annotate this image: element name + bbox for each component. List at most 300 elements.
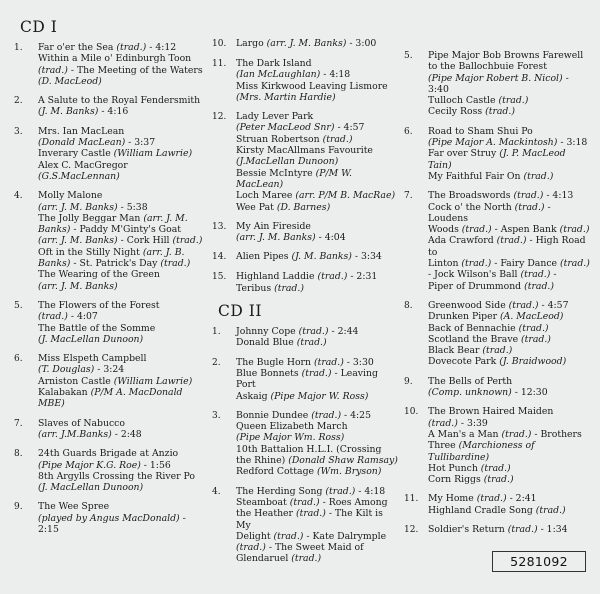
tune-text: Steamboat — [236, 496, 290, 508]
tune-text: Kirsty MacAllmans Favourite — [236, 145, 373, 157]
tune-text: - 4:13 — [543, 190, 574, 202]
track-entry — [14, 190, 204, 292]
composer-note: (trad.) — [38, 64, 68, 76]
composer-note: (trad.) — [535, 504, 566, 516]
composer-note: (trad.) — [482, 345, 513, 357]
track-line — [428, 474, 590, 485]
tune-text: Ada Crawford — [428, 235, 497, 247]
tune-text: Queen Elizabeth March — [236, 421, 348, 433]
tune-text: - 3:00 — [346, 38, 377, 49]
track-entry — [404, 50, 590, 118]
tune-text: Drunken Piper — [428, 311, 501, 323]
tune-text: The Battle of the Somme — [38, 322, 156, 334]
tune-text: Mrs. Ian MacLean — [38, 125, 125, 137]
composer-note: (trad.) — [476, 493, 507, 505]
tune-text: Cock o' the North — [428, 201, 515, 213]
composer-note: (trad.) — [461, 258, 492, 270]
composer-note: (trad.) — [507, 523, 538, 535]
tune-text: Donald Blue — [236, 337, 297, 349]
track-number: 14. — [212, 252, 227, 263]
tune-text: Slaves of Nabucco — [38, 417, 125, 429]
track-line — [428, 300, 590, 311]
tune-text: Tulloch Castle — [428, 95, 499, 107]
composer-note: (A. MacLeod) — [500, 311, 564, 323]
track-details — [38, 501, 204, 535]
track-number: 9. — [404, 376, 413, 387]
track-line — [236, 497, 398, 508]
tune-text: Far o'er the Sea — [38, 42, 117, 53]
composer-note: (trad.) — [295, 508, 326, 520]
track-entry — [404, 190, 590, 292]
composer-note: (Peter MacLeod Snr) — [236, 122, 335, 134]
track-line — [236, 145, 398, 156]
track-line — [38, 106, 204, 117]
tune-text: The Bugle Horn — [236, 356, 314, 368]
composer-note: (Pipe Major A. Mackintosh) — [428, 137, 558, 149]
tune-text: Dovecote Park — [428, 356, 500, 368]
tune-text: Teribus — [236, 282, 275, 294]
tune-text: - 4:12 — [146, 42, 177, 53]
tune-text: Redford Cottage — [236, 466, 317, 478]
tune-text: 8th Argylls Crossing the River Po — [38, 470, 195, 482]
track-number: 1. — [212, 327, 221, 338]
tracklist-column-1 — [14, 18, 204, 543]
track-line — [236, 357, 398, 368]
track-line — [38, 224, 204, 235]
composer-note: (P/M W. — [315, 167, 352, 179]
track-number: 3. — [212, 410, 221, 421]
tune-text: - 4:16 — [98, 106, 129, 118]
track-line — [38, 269, 204, 280]
tune-text: - Roes Among — [319, 496, 388, 508]
track-number: 12. — [212, 112, 227, 123]
track-line — [38, 76, 204, 87]
track-number: 5. — [404, 51, 413, 61]
tune-text: Highland Laddie — [236, 271, 318, 283]
tune-text: Road to Sham Shui Po — [428, 125, 533, 137]
track-line — [38, 247, 204, 258]
track-line — [428, 440, 590, 463]
tune-text: - 4:18 — [355, 485, 386, 497]
track-details — [236, 326, 398, 349]
track-number: 12. — [404, 524, 419, 535]
track-line — [236, 421, 398, 432]
composer-note: (T. Douglas) — [38, 364, 95, 376]
track-details — [38, 42, 204, 87]
track-line — [428, 387, 590, 398]
track-line — [38, 353, 204, 364]
track-line — [236, 326, 398, 337]
tune-text: Soldier's Return — [428, 523, 508, 535]
composer-note: (J. MacLellan Dunoon) — [38, 482, 144, 494]
track-line — [236, 283, 398, 294]
track-line — [38, 281, 204, 292]
composer-note: (trad.) — [520, 269, 551, 281]
tune-text: - 4:57 — [538, 299, 569, 311]
track-number: 9. — [14, 502, 23, 513]
tune-text: - 4:07 — [67, 311, 98, 323]
track-entry — [212, 410, 398, 478]
track-line — [428, 148, 590, 171]
track-line — [428, 524, 590, 535]
composer-note: (trad.) — [501, 428, 532, 440]
composer-note: (trad.) — [38, 311, 68, 323]
track-line — [428, 505, 590, 516]
track-line — [38, 376, 204, 387]
tune-text: Loch Maree — [236, 190, 296, 202]
composer-note: (trad.) — [313, 356, 344, 368]
composer-note: (trad.) — [116, 42, 147, 53]
tune-text: the Heather — [236, 508, 296, 520]
track-details — [428, 190, 590, 292]
track-line — [236, 156, 398, 167]
track-number: 2. — [212, 357, 221, 368]
track-line — [236, 508, 398, 531]
track-line — [428, 190, 590, 201]
tune-text: The Bells of Perth — [428, 375, 513, 387]
tune-text: - The Kilt is My — [236, 508, 383, 531]
track-line — [428, 345, 590, 356]
track-entry — [404, 300, 590, 368]
track-details — [428, 126, 590, 182]
composer-note: (arr. P/M B. MacRae) — [295, 190, 396, 202]
track-line — [236, 410, 398, 421]
track-entry — [404, 493, 590, 516]
track-entry — [14, 353, 204, 409]
track-line — [236, 221, 398, 232]
track-line — [236, 179, 398, 190]
track-line — [38, 429, 204, 440]
track-details — [38, 300, 204, 345]
tune-text: The Wee Spree — [38, 501, 110, 513]
cd-heading: CD II — [218, 302, 262, 321]
track-details — [428, 300, 590, 368]
track-line — [236, 38, 398, 49]
tune-text: Kalabakan — [38, 387, 91, 399]
composer-note: (Pipe Major K.G. Roe) — [38, 459, 141, 471]
tracklist-column-3 — [404, 50, 590, 544]
track-line — [428, 463, 590, 474]
tune-text: - Kate Dalrymple — [303, 530, 387, 542]
track-number: 15. — [212, 272, 227, 283]
track-line — [236, 168, 398, 179]
track-entry — [212, 486, 398, 565]
tune-text: The Broadswords — [428, 190, 514, 202]
track-line — [236, 202, 398, 213]
track-line — [38, 53, 204, 64]
tune-text: Miss Elspeth Campbell — [38, 353, 147, 365]
track-line — [38, 364, 204, 375]
track-line — [38, 418, 204, 429]
tune-text: - 4:18 — [320, 69, 351, 81]
composer-note: (arr. J. M. Banks) — [236, 232, 316, 244]
track-line — [236, 432, 398, 443]
track-line — [236, 542, 398, 553]
tune-text: - 2:15 — [38, 512, 186, 535]
track-number: 11. — [212, 59, 227, 69]
tune-text: Black Bear — [428, 345, 483, 357]
track-line — [428, 73, 590, 96]
tune-text: - 1:56 — [140, 459, 171, 471]
tune-text: to the Ballochbuie Forest — [428, 61, 547, 73]
composer-note: (trad.) — [236, 542, 266, 554]
tune-text: - 2:44 — [328, 326, 359, 338]
track-number: 7. — [404, 191, 413, 202]
track-line — [236, 368, 398, 391]
track-line — [428, 429, 590, 440]
tune-text: Blue Bonnets — [236, 367, 302, 379]
composer-note: (trad.) — [523, 170, 554, 182]
track-line — [38, 171, 204, 182]
tune-text: A Salute to the Royal Fendersmith — [38, 95, 201, 107]
composer-note: (trad.) — [508, 299, 539, 311]
composer-note: (trad.) — [480, 462, 511, 474]
track-entry — [14, 501, 204, 535]
track-line — [428, 418, 590, 429]
tune-text: Hot Punch — [428, 462, 481, 474]
composer-note: (Ian McLaughlan) — [236, 69, 321, 81]
track-line — [236, 232, 398, 243]
track-details — [236, 271, 398, 294]
composer-note: (arr. J. M. — [143, 212, 188, 224]
tune-text: - — [550, 269, 557, 281]
track-entry — [212, 326, 398, 349]
tune-text: - 2:31 — [347, 271, 378, 283]
track-details — [428, 376, 590, 399]
tune-text: My Ain Fireside — [236, 220, 311, 232]
tune-text: Arniston Castle — [38, 375, 114, 387]
tune-text: - 4:04 — [315, 232, 346, 244]
track-line — [428, 61, 590, 72]
track-line — [236, 81, 398, 92]
composer-note: (Pipe Major Robert B. Nicol) — [428, 72, 563, 84]
tune-text: Lady Lever Park — [236, 111, 314, 123]
track-line — [38, 387, 204, 410]
tune-text: - 2:41 — [506, 493, 537, 505]
composer-note: (trad.) — [518, 322, 549, 334]
catalog-number-box: 5281092 — [492, 551, 586, 572]
composer-note: (arr. J.M.Banks) — [38, 428, 112, 440]
track-entry — [14, 126, 204, 182]
track-line — [428, 224, 590, 235]
tune-text: The Wearing of the Green — [38, 269, 160, 281]
composer-note: (trad.) — [559, 224, 590, 236]
composer-note: (J. M. Banks) — [38, 106, 99, 118]
track-line — [236, 553, 398, 564]
tune-text: - High Road to — [428, 235, 586, 258]
track-entry — [14, 418, 204, 441]
composer-note: (trad.) — [322, 133, 353, 145]
track-line — [236, 190, 398, 201]
track-details — [38, 126, 204, 182]
track-line — [428, 493, 590, 504]
tune-text: Askaig — [236, 390, 271, 402]
composer-note: (arr. J. M. Banks) — [38, 280, 118, 292]
tune-text: Back of Bennachie — [428, 322, 519, 334]
tune-text: Molly Malone — [38, 190, 103, 202]
composer-note: (trad.) — [289, 496, 320, 508]
composer-note: (Wm. Bryson) — [316, 466, 382, 478]
tune-text: Linton — [428, 258, 462, 270]
tune-text: - 3:30 — [343, 356, 374, 368]
tracklist-column-2 — [212, 38, 398, 573]
track-entry — [14, 42, 204, 87]
track-number: 10. — [212, 39, 227, 49]
composer-note: (trad.) — [524, 280, 554, 292]
tune-text: - 3:24 — [94, 364, 125, 376]
track-line — [428, 356, 590, 367]
track-details — [38, 448, 204, 493]
track-entry — [212, 221, 398, 244]
track-line — [236, 134, 398, 145]
track-line — [428, 95, 590, 106]
tune-text: - The Sweet Maid of — [265, 542, 364, 554]
track-line — [38, 460, 204, 471]
track-entry — [404, 524, 590, 536]
tune-text: The Dark Island — [236, 58, 312, 69]
composer-note: (trad.) — [483, 474, 514, 486]
tune-text: Far over Struy — [428, 148, 500, 160]
composer-note: (Comp. unknown) — [428, 387, 512, 399]
tune-text: - 4:57 — [334, 122, 365, 134]
tune-text: - Paddy M'Ginty's Goat — [70, 224, 181, 236]
tune-text: - 3:34 — [351, 251, 382, 263]
tune-text: - Cork Hill — [117, 235, 173, 247]
track-number: 1. — [14, 43, 23, 53]
tune-text: - 1:34 — [537, 523, 568, 535]
composer-note: (played by Angus MacDonald) — [38, 512, 180, 524]
track-line — [38, 323, 204, 334]
track-line — [38, 95, 204, 106]
tune-text: Oft in the Stilly Night — [38, 246, 143, 258]
tune-text: - St. Patrick's Day — [70, 258, 161, 270]
tune-text: Within a Mile o' Edinburgh Toon — [38, 53, 192, 65]
track-details — [236, 251, 398, 263]
track-details — [428, 406, 590, 485]
tune-text: - Aspen Bank — [491, 224, 560, 236]
track-line — [428, 50, 590, 61]
tune-text: Corn Riggs — [428, 474, 484, 486]
tune-text: Cecily Ross — [428, 106, 486, 118]
track-line — [38, 190, 204, 201]
track-details — [38, 190, 204, 292]
composer-note: (trad.) — [301, 367, 332, 379]
track-line — [236, 251, 398, 262]
composer-note: (arr. J. M. Banks) — [38, 201, 118, 213]
track-line — [38, 300, 204, 311]
composer-note: Banks) — [38, 224, 71, 236]
track-number: 4. — [212, 486, 221, 497]
tune-text: Wee Pat — [236, 201, 277, 213]
track-number: 3. — [14, 126, 23, 137]
composer-note: (J. Braidwood) — [499, 356, 567, 368]
track-line — [38, 448, 204, 459]
track-line — [38, 137, 204, 148]
track-line — [38, 258, 204, 269]
track-entry — [404, 406, 590, 485]
track-line — [38, 235, 204, 246]
tune-text: My Home — [428, 493, 477, 505]
track-details — [38, 418, 204, 441]
composer-note: (trad.) — [160, 258, 191, 270]
track-number: 2. — [14, 96, 23, 107]
tune-text: 24th Guards Brigade at Anzio — [38, 448, 179, 460]
track-line — [236, 69, 398, 80]
composer-note: (arr. J. M. Banks) — [266, 38, 347, 49]
track-details — [38, 353, 204, 409]
composer-note: (trad.) — [514, 201, 545, 213]
track-line — [236, 486, 398, 497]
composer-note: (trad.) — [461, 224, 492, 236]
tune-text: Pipe Major Bob Browns Farewell — [428, 50, 584, 61]
tune-text: Alien Pipes — [236, 251, 292, 263]
track-line — [236, 92, 398, 103]
tune-text: Johnny Cope — [236, 326, 299, 338]
track-line — [428, 106, 590, 117]
track-number: 6. — [404, 126, 413, 137]
track-entry — [212, 38, 398, 50]
tune-text: A Man's a Man — [428, 428, 502, 440]
track-entry — [14, 300, 204, 345]
track-line — [38, 513, 204, 536]
tune-text: My Faithful Fair On — [428, 170, 524, 182]
track-line — [38, 42, 204, 53]
tune-text: - 12:30 — [511, 387, 548, 399]
track-line — [236, 122, 398, 133]
tune-text: Piper of Drummond — [428, 280, 525, 292]
tune-text: Bessie McIntyre — [236, 167, 316, 179]
composer-note: (trad.) — [496, 235, 527, 247]
composer-note: (Donald MacLean) — [38, 137, 126, 149]
tune-text: Woods — [428, 224, 462, 236]
track-line — [38, 311, 204, 322]
track-entry — [212, 111, 398, 213]
composer-note: (J. P. MacLeod Tain) — [428, 148, 566, 171]
track-line — [38, 148, 204, 159]
track-line — [38, 471, 204, 482]
tune-text: - Fairy Dance — [491, 258, 560, 270]
track-line — [38, 160, 204, 171]
tune-text: 10th Battalion H.L.I. (Crossing — [236, 443, 382, 455]
track-entry — [212, 357, 398, 402]
tune-text: - 3:39 — [457, 417, 488, 429]
track-line — [428, 202, 590, 225]
tune-text: - The Meeting of the Waters — [67, 64, 203, 76]
track-line — [428, 235, 590, 258]
track-entry — [404, 126, 590, 182]
track-details — [236, 410, 398, 478]
track-line — [428, 269, 590, 280]
track-number: 8. — [14, 449, 23, 460]
tune-text: - Leaving Port — [236, 367, 378, 391]
track-entry — [14, 448, 204, 493]
tune-text: - 3:40 — [428, 72, 569, 95]
tune-text: Highland Cradle Song — [428, 504, 536, 516]
track-details — [428, 493, 590, 516]
composer-note: (William Lawrie) — [113, 375, 193, 387]
composer-note: (Marchioness of Tullibardine) — [428, 440, 535, 463]
track-line — [38, 126, 204, 137]
track-line — [236, 391, 398, 402]
track-line — [236, 466, 398, 477]
composer-note: (J. M. Banks) — [291, 251, 352, 263]
track-number: 6. — [14, 354, 23, 365]
tune-text: Miss Kirkwood Leaving Lismore — [236, 80, 388, 92]
track-line — [428, 281, 590, 292]
track-line — [428, 323, 590, 334]
track-line — [38, 213, 204, 224]
composer-note: (trad.) — [311, 409, 342, 421]
